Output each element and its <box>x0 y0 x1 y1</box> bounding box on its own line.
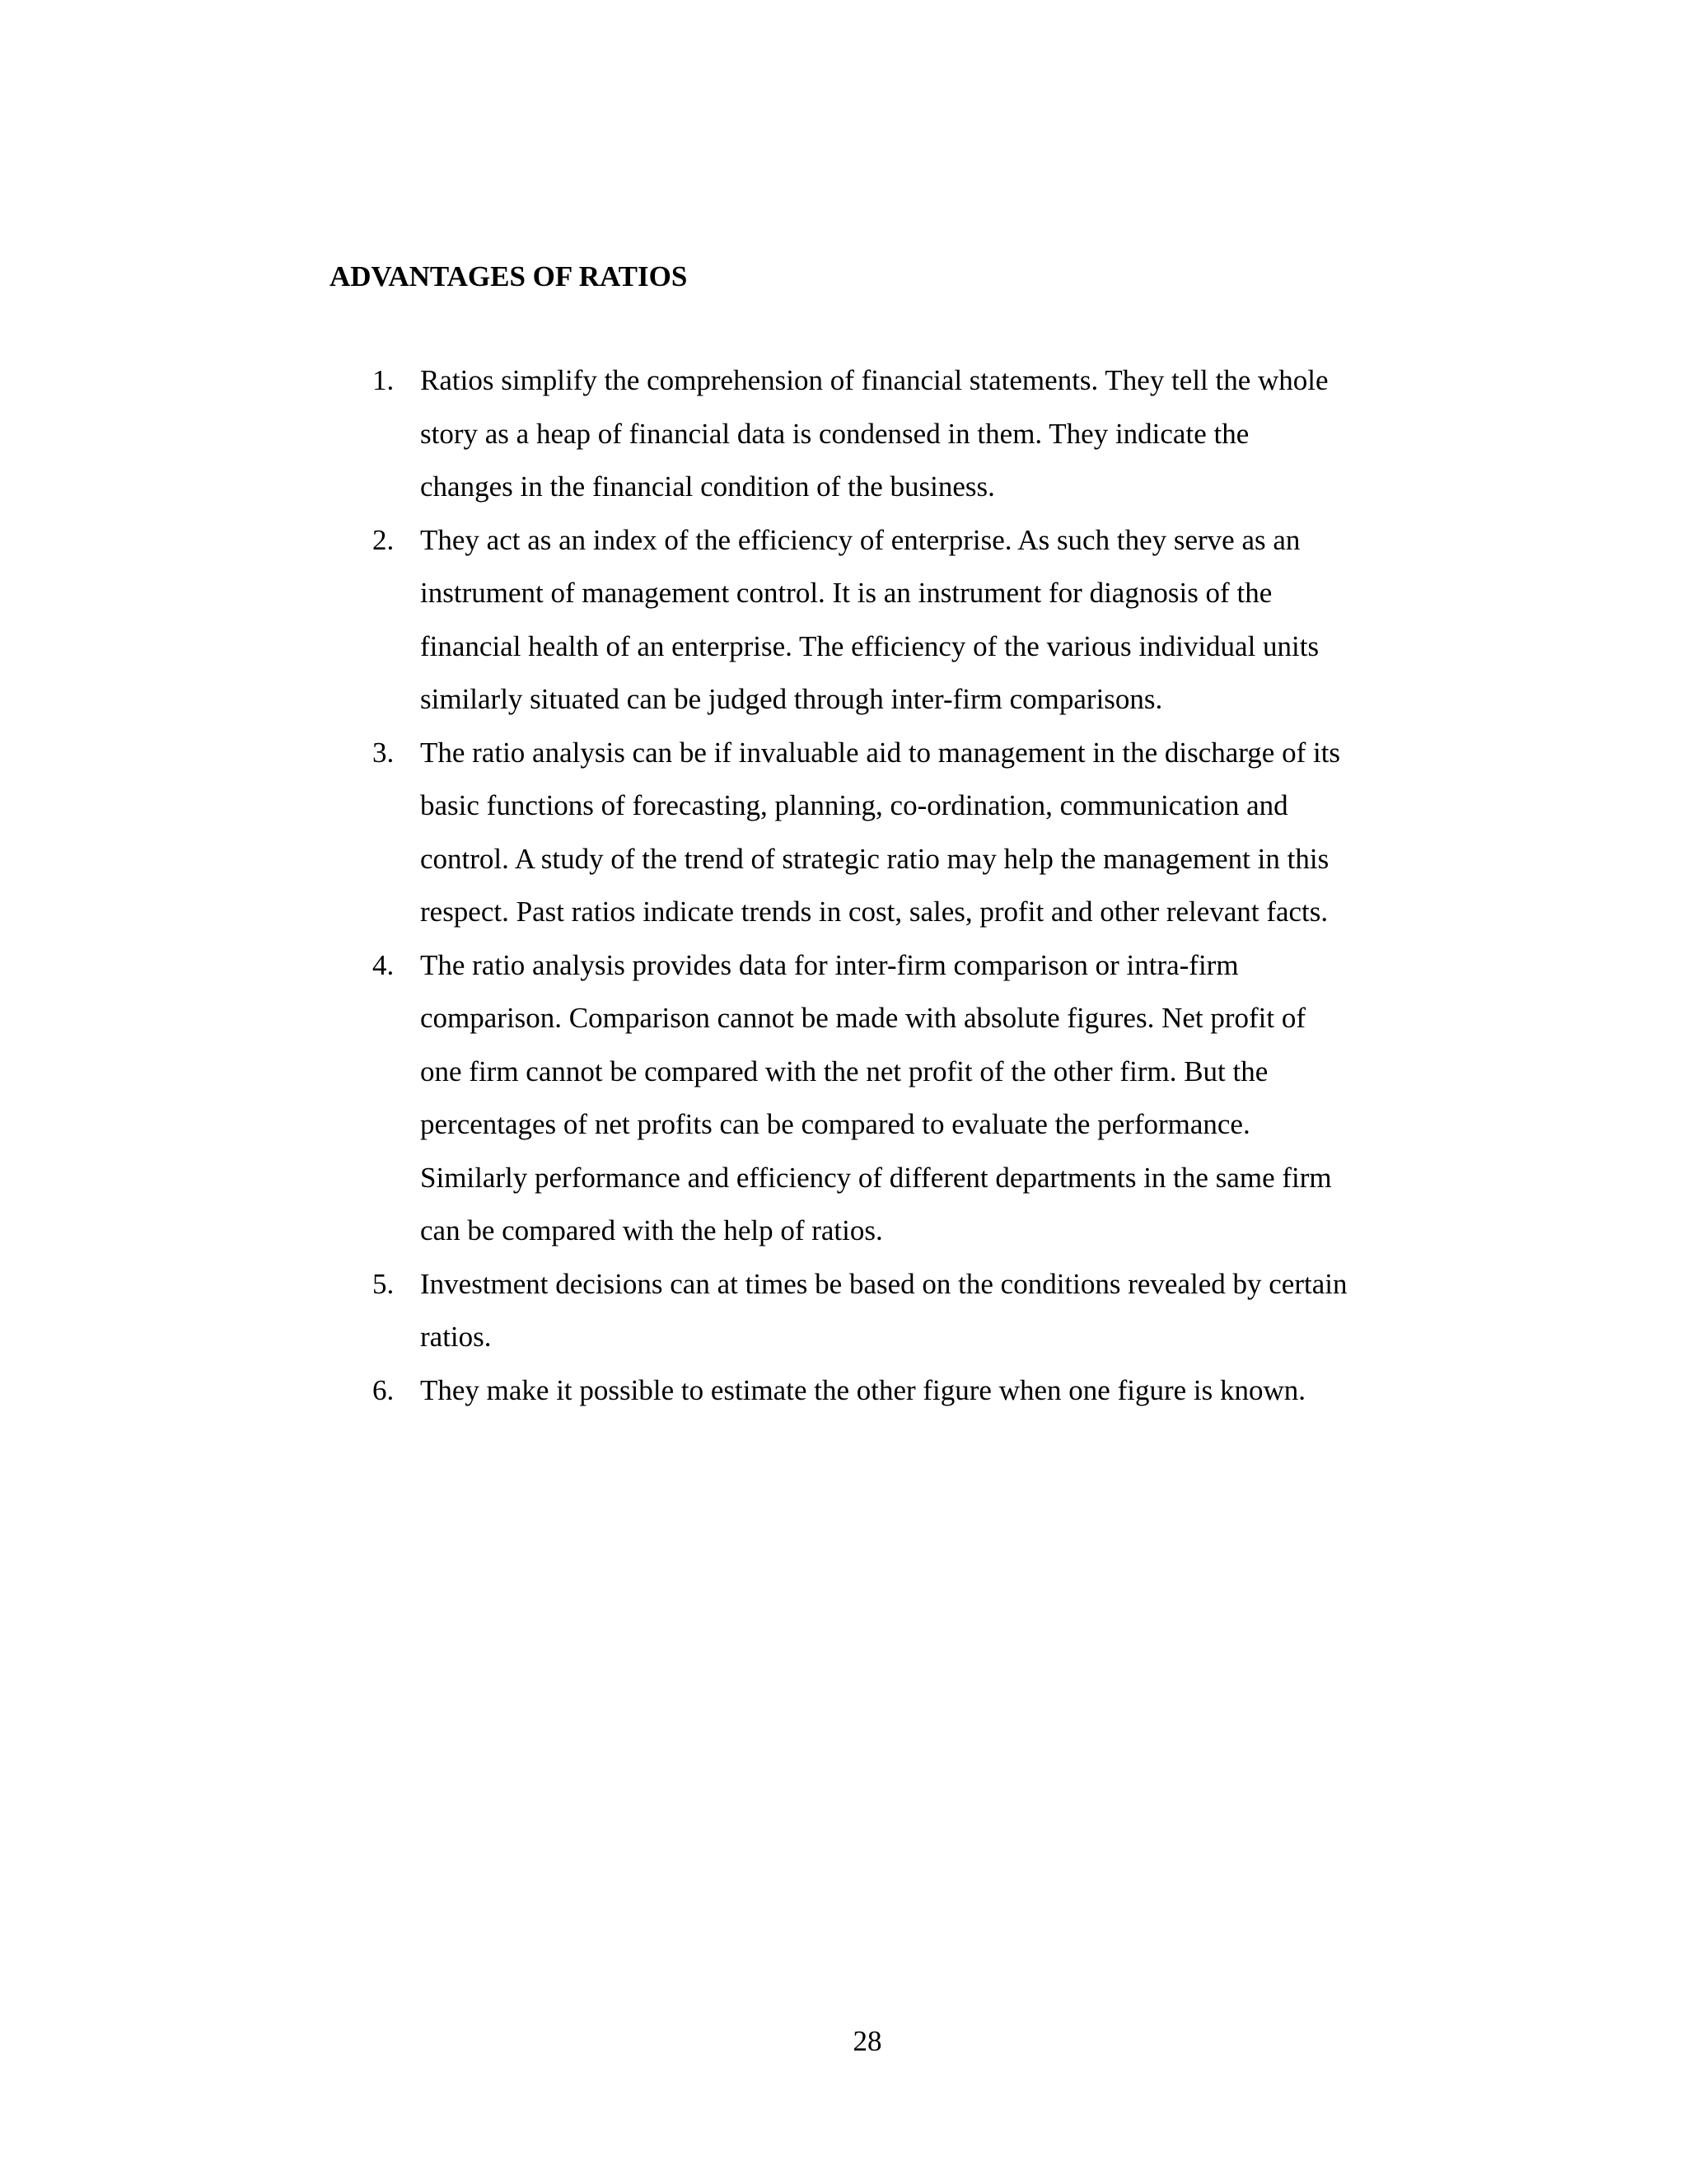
list-item-text-line: respect. Past ratios indicate trends in cost, sales, profit and other relevant facts. <box>420 896 1329 928</box>
list-item-text-line: They make it possible to estimate the other figure when one figure is known. <box>420 1373 1306 1406</box>
list-item-text-line: ratios. <box>420 1321 492 1353</box>
list-item-text-line: comparison. Comparison cannot be made with absolute figures. Net profit of <box>420 1002 1306 1034</box>
list-item-text-line: basic functions of forecasting, planning, co-ordination, communication and <box>420 789 1288 821</box>
list-item-number: 6. <box>372 1373 395 1406</box>
list-item-text-line: similarly situated can be judged through inter-firm comparisons. <box>420 683 1163 715</box>
section-heading: ADVANTAGES OF RATIOS <box>329 260 688 292</box>
list-item-text-line: can be compared with the help of ratios. <box>420 1214 883 1246</box>
list-item-number: 1. <box>372 364 395 396</box>
list-item-text-line: control. A study of the trend of strategic ratio may help the management in this <box>420 842 1330 875</box>
list-item-text-line: They act as an index of the efficiency of enterprise. As such they serve as an <box>420 523 1301 556</box>
list-item-text-line: changes in the financial condition of the business. <box>420 470 995 503</box>
list-item-text-line: instrument of management control. It is an instrument for diagnosis of the <box>420 577 1273 609</box>
list-item-text-line: Similarly performance and efficiency of different departments in the same firm <box>420 1161 1332 1194</box>
list-item-text-line: Ratios simplify the comprehension of financial statements. They tell the whole <box>420 364 1329 396</box>
list-item-number: 2. <box>372 523 395 556</box>
page-number: 28 <box>853 2025 882 2057</box>
list-item-text-line: one firm cannot be compared with the net profit of the other firm. But the <box>420 1055 1269 1087</box>
list-item-number: 3. <box>372 736 395 769</box>
list-item-text-line: Investment decisions can at times be based on the conditions revealed by certain <box>420 1267 1348 1300</box>
list-item-text-line: The ratio analysis provides data for inter-firm comparison or intra-firm <box>420 948 1239 981</box>
list-item-text-line: The ratio analysis can be if invaluable aid to management in the discharge of its <box>420 736 1341 769</box>
list-item-text-line: financial health of an enterprise. The efficiency of the various individual units <box>420 629 1320 662</box>
list-item-number: 5. <box>372 1267 395 1300</box>
list-item-number: 4. <box>372 948 395 981</box>
list-item-text-line: percentages of net profits can be compared to evaluate the performance. <box>420 1108 1250 1140</box>
list-item-text-line: story as a heap of financial data is condensed in them. They indicate the <box>420 417 1250 450</box>
